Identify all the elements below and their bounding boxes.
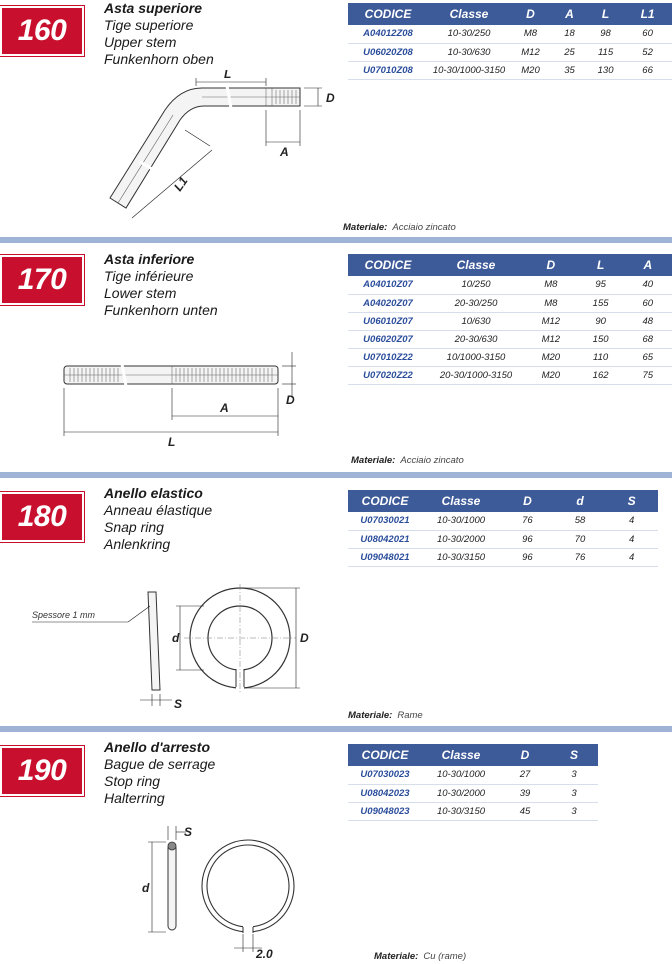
item-titles [104,739,215,807]
table-row [348,276,672,294]
header-codice: CODICE [348,3,428,25]
cell: 45 [500,802,550,820]
title-de: Anlenkring [104,536,171,552]
table-row [348,294,672,312]
materiale-note [351,455,464,466]
item-number: 170 [17,263,67,296]
spec-table [348,490,658,567]
cell-code: U07010Z22 [348,348,428,366]
table-header-row [348,744,598,766]
cell-code: U09048021 [348,548,422,566]
dim-l: L [224,70,232,81]
cell: 10/630 [428,312,524,330]
table-row [348,61,672,79]
cell: M20 [524,348,578,366]
title-it: Anello elastico [104,485,203,501]
header-classe: Classe [428,254,524,276]
section-160 [0,0,672,240]
cell: 70 [555,530,605,548]
cell: 10/250 [428,276,524,294]
section-180 [0,478,672,726]
item-titles [104,485,212,553]
item-titles [104,251,218,319]
materiale-label: Materiale: [351,455,396,466]
ring-split-gap [243,924,253,938]
title-it: Asta superiore [104,0,203,16]
cell: M20 [524,366,578,384]
title-fr: Bague de serrage [104,756,216,772]
cell: 68 [624,330,672,348]
cell: 3 [550,802,598,820]
dim-d: d [142,881,150,895]
cell: 3 [550,766,598,784]
dim-gap: 2.0 [256,947,273,960]
cell-code: U07020Z22 [348,366,428,384]
title-fr: Tige inférieure [104,268,194,284]
table-header-row [348,3,672,25]
header-s: S [605,490,658,512]
header-classe: Classe [428,3,510,25]
materiale-value: Acciaio zincato [392,222,456,233]
stop-ring-drawing [138,822,308,960]
dim-s: S [174,697,183,711]
materiale-value: Acciaio zincato [400,455,464,466]
table-row [348,530,658,548]
title-it: Anello d'arresto [104,739,211,755]
table-row [348,366,672,384]
upper-stem-drawing [90,70,360,235]
dim-a: A [220,401,229,415]
dim-l1: L1 [170,174,191,194]
header-d: D [524,254,578,276]
cell: M20 [510,61,551,79]
cell: 20-30/630 [428,330,524,348]
item-number-badge [0,746,84,796]
cell: 4 [605,512,658,530]
cell: 65 [624,348,672,366]
table-row [348,802,598,820]
title-de: Funkenhorn unten [104,302,218,318]
cell-code: U07030021 [348,512,422,530]
cell-code: U07030023 [348,766,422,784]
title-fr: Tige superiore [104,17,194,33]
cell: 10-30/250 [428,25,510,43]
cell: 90 [578,312,624,330]
header-a: A [551,3,588,25]
cell-code: U06020Z07 [348,330,428,348]
table-row [348,784,598,802]
cell-code: A04012Z08 [348,25,428,43]
cell: 58 [555,512,605,530]
cell: 10-30/3150 [422,548,500,566]
cell: 20-30/250 [428,294,524,312]
title-de: Funkenhorn oben [104,51,214,67]
header-a: A [624,254,672,276]
spec-table [348,3,672,80]
item-number-badge [0,255,84,305]
cell: 60 [623,25,672,43]
cell: M12 [510,43,551,61]
dim-d: D [326,91,335,105]
item-number-badge [0,6,84,56]
cell: 96 [500,548,555,566]
cell: 10-30/2000 [422,530,500,548]
cell: 130 [588,61,623,79]
title-en: Lower stem [104,285,177,301]
cell-code: U08042021 [348,530,422,548]
table-row [348,348,672,366]
cell: 66 [623,61,672,79]
cell: 39 [500,784,550,802]
cell: 48 [624,312,672,330]
lower-stem-drawing [58,348,308,448]
cell: 20-30/1000-3150 [428,366,524,384]
materiale-value: Rame [397,710,423,721]
cell: M12 [524,330,578,348]
cell: 3 [550,784,598,802]
cell: M8 [524,294,578,312]
table-row [348,25,672,43]
table-row [348,548,658,566]
cell: 10-30/3150 [422,802,500,820]
cell: 115 [588,43,623,61]
header-classe: Classe [422,744,500,766]
cell: 4 [605,530,658,548]
materiale-label: Materiale: [374,951,419,962]
dim-d: D [286,393,295,407]
cell: 150 [578,330,624,348]
table-header-row [348,254,672,276]
cell-code: U06020Z08 [348,43,428,61]
table-row [348,512,658,530]
item-number: 160 [17,14,67,47]
table-row [348,312,672,330]
cell: 27 [500,766,550,784]
cell: 155 [578,294,624,312]
title-en: Upper stem [104,34,177,50]
cell: M8 [524,276,578,294]
cell: 35 [551,61,588,79]
header-codice: CODICE [348,744,422,766]
thickness-label: Spessore 1 mm [32,610,96,620]
cell: 4 [605,548,658,566]
table-header-row [348,490,658,512]
cell: 98 [588,25,623,43]
materiale-label: Materiale: [343,222,388,233]
cell: 110 [578,348,624,366]
cell: 75 [624,366,672,384]
cell-code: U07010Z08 [348,61,428,79]
header-classe: Classe [422,490,500,512]
cell: 76 [555,548,605,566]
cell: 40 [624,276,672,294]
cell-code: U09048023 [348,802,422,820]
item-number: 180 [17,500,67,533]
table-row [348,766,598,784]
item-number-badge [0,492,84,542]
cell-code: U06010Z07 [348,312,428,330]
cell: 95 [578,276,624,294]
cell-code: U08042023 [348,784,422,802]
cell: 162 [578,366,624,384]
materiale-note [374,951,466,962]
header-l: L [588,3,623,25]
cell: M8 [510,25,551,43]
dim-s: S [184,825,193,839]
header-d: D [500,744,550,766]
table-row [348,43,672,61]
cell: 25 [551,43,588,61]
cell: 18 [551,25,588,43]
spec-table [348,744,598,821]
item-number: 190 [17,754,67,787]
cell: 60 [624,294,672,312]
snap-ring-drawing [28,582,328,712]
section-170 [0,243,672,475]
cell: 52 [623,43,672,61]
dim-d-inner: d [172,631,180,645]
spec-table [348,254,672,385]
materiale-note [343,222,456,233]
cell: 10-30/1000 [422,766,500,784]
header-d-outer: D [500,490,555,512]
materiale-note [348,710,423,721]
header-d: D [510,3,551,25]
cell: M12 [524,312,578,330]
title-fr: Anneau élastique [104,502,213,518]
materiale-label: Materiale: [348,710,393,721]
cell: 96 [500,530,555,548]
header-codice: CODICE [348,254,428,276]
cell: 76 [500,512,555,530]
header-codice: CODICE [348,490,422,512]
title-de: Halterring [104,790,165,806]
cell: 10-30/1000-3150 [428,61,510,79]
cell: 10-30/630 [428,43,510,61]
table-row [348,330,672,348]
materiale-value: Cu (rame) [423,951,467,962]
section-190 [0,732,672,964]
cell-code: A04010Z07 [348,276,428,294]
header-l1: L1 [623,3,672,25]
title-it: Asta inferiore [104,251,195,267]
dim-a: A [280,145,289,159]
cell-code: A04020Z07 [348,294,428,312]
item-titles [104,0,214,68]
dim-d-outer: D [300,631,309,645]
title-en: Stop ring [104,773,161,789]
header-s: S [550,744,598,766]
cell: 10-30/2000 [422,784,500,802]
cell: 10-30/1000 [422,512,500,530]
dim-l: L [168,435,176,448]
cell: 10/1000-3150 [428,348,524,366]
title-en: Snap ring [104,519,164,535]
header-l: L [578,254,624,276]
header-d-inner: d [555,490,605,512]
